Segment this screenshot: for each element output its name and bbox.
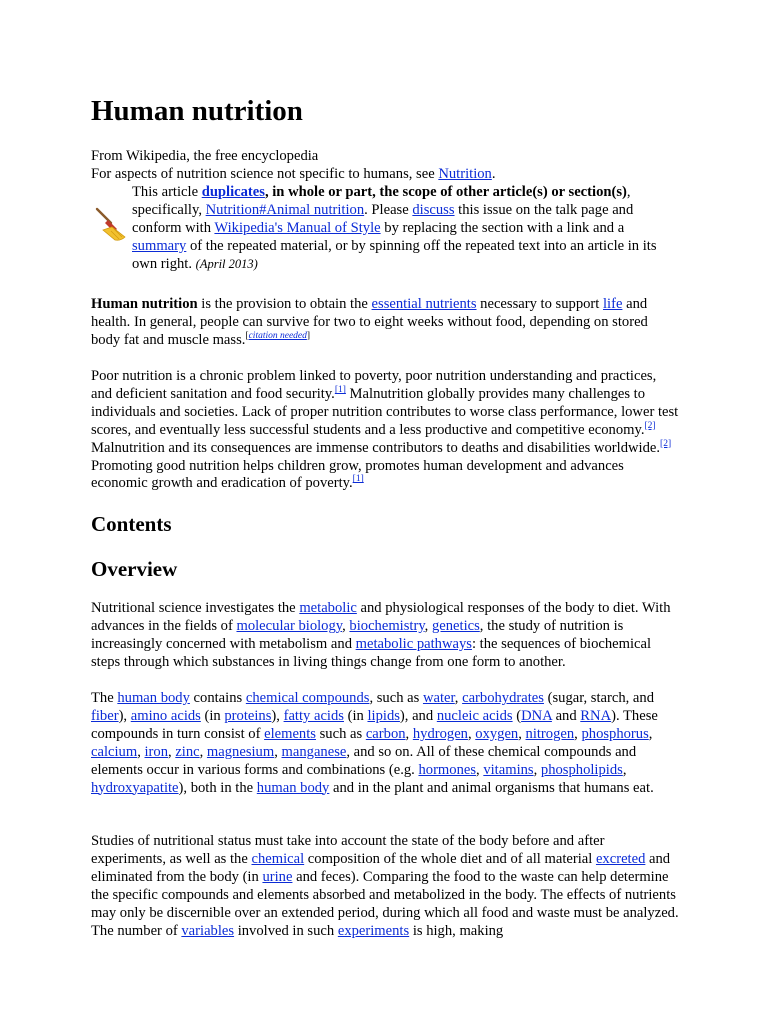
lead-paragraph-1: Human nutrition is the provision to obtain the essential nutrients necessary to support life and health. In general, people can survive for two to eight weeks without food, depending on stored body fat and muscle mass.[citation needed]	[91, 296, 648, 348]
page-title: Human nutrition	[91, 95, 303, 127]
link-phosphorus[interactable]: phosphorus	[581, 725, 649, 742]
link-hydroxyapatite[interactable]: hydroxyapatite	[91, 779, 179, 796]
link-variables[interactable]: variables	[181, 922, 235, 939]
overview-paragraph-2: The human body contains chemical compounds, such as water, carbohydrates (sugar, starch, and fiber), amino acids (in proteins), fatty acids (in lipids), and nucleic acids (DNA and RNA). These compounds in turn consist of elements such as carbon, hydrogen, oxygen, nitrogen, phosphorus, calcium, iron, zinc, magnesium, manganese, and so on. All of these chemical compounds and elements occur in various forms and combinations (e.g. hormones, vitamins, phospholipids, hydroxyapatite), both in the human body and in the plant and animal organisms that humans eat.	[91, 690, 658, 796]
overview-paragraph-1: Nutritional science investigates the metabolic and physiological responses of the body to diet. With advances in the fields of molecular biology, biochemistry, genetics, the study of nutrition is increasingly concerned with metabolism and metabolic pathways: the sequences of biochemical steps through which substances in living things change from one form to another.	[91, 600, 671, 670]
lead-paragraph-2: Poor nutrition is a chronic problem linked to poverty, poor nutrition understanding and practices, and deficient sanitation and food security.[1] Malnutrition globally provides many challenges to individuals and societies. Lack of proper nutrition contributes to worse class performance, lower test scores, and eventually less successful students and a less productive and competitive economy.[2] Malnutrition and its consequences are immense contributors to deaths and disabilities worldwide.[2] Promoting good nutrition helps children grow, promotes human development and advances economic growth and eradication of poverty.[1]	[91, 368, 679, 492]
link-dna[interactable]: DNA	[521, 707, 552, 724]
link-zinc[interactable]: zinc	[175, 743, 200, 760]
hatnote: For aspects of nutrition science not specific to humans, see Nutrition.	[91, 165, 496, 182]
link-lipids[interactable]: lipids	[367, 707, 400, 724]
link-vitamins[interactable]: vitamins	[483, 761, 534, 778]
link-chemical[interactable]: chemical	[251, 850, 305, 867]
link-carbohydrates[interactable]: carbohydrates	[462, 690, 544, 706]
notice-date: (April 2013)	[195, 256, 258, 271]
link-manganese[interactable]: manganese	[281, 743, 347, 760]
link-experiments[interactable]: experiments	[337, 922, 410, 939]
link-nitrogen[interactable]: nitrogen	[525, 725, 575, 742]
overview-heading: Overview	[91, 557, 178, 581]
link-phospholipids[interactable]: phospholipids	[540, 761, 623, 778]
link-iron[interactable]: iron	[144, 743, 169, 760]
link-calcium[interactable]: calcium	[91, 743, 138, 760]
link-elements[interactable]: elements	[264, 725, 316, 742]
link-essential-nutrients[interactable]: essential nutrients	[371, 296, 477, 312]
link-metabolic[interactable]: metabolic	[299, 600, 357, 616]
link-nucleic-acids[interactable]: nucleic acids	[436, 707, 513, 724]
link-animal-nutrition[interactable]: Nutrition#Animal nutrition	[205, 201, 365, 218]
ref-1b[interactable]: [1]	[352, 474, 364, 485]
link-fatty-acids[interactable]: fatty acids	[283, 707, 344, 724]
contents-heading: Contents	[91, 512, 172, 536]
link-summary[interactable]: summary	[132, 237, 187, 254]
overview-paragraph-3: Studies of nutritional status must take into account the state of the body before and after experiments, as well as the chemical composition of the whole diet and of all material excreted and eliminated from the body (in urine and feces). Comparing the food to the waste can help determine the specific compounds and elements absorbed and metabolized in the body. The effects of nutrients may only be discernible over an extended period, during which all food and waste must be analyzed. The number of variables involved in such experiments is high, making	[91, 833, 679, 939]
link-amino-acids[interactable]: amino acids	[130, 707, 201, 724]
link-water[interactable]: water	[422, 690, 455, 706]
link-fiber[interactable]: fiber	[91, 707, 119, 724]
link-citation-needed[interactable]: citation needed	[248, 330, 307, 341]
link-proteins[interactable]: proteins	[224, 707, 272, 724]
article-header	[91, 148, 679, 184]
link-discuss[interactable]: discuss	[412, 201, 455, 218]
link-oxygen[interactable]: oxygen	[475, 725, 519, 742]
link-life[interactable]: life	[602, 296, 623, 312]
duplicate-notice-box	[91, 184, 679, 276]
ref-2[interactable]: [2]	[644, 420, 656, 431]
ref-2b[interactable]: [2]	[660, 438, 672, 449]
link-excreted[interactable]: excreted	[595, 850, 646, 867]
hatnote-link-nutrition[interactable]: Nutrition	[438, 165, 492, 182]
link-carbon[interactable]: carbon	[365, 725, 406, 742]
link-human-body-2[interactable]: human body	[256, 779, 330, 796]
broom-icon	[91, 206, 127, 242]
link-human-body[interactable]: human body	[117, 690, 190, 706]
notice-text: This article duplicates, in whole or part, the scope of other article(s) or section(s), specifically, Nutrition#Animal nutrition. Please discuss this issue on the talk page and conform with Wikipedia's Manual of Style by replacing the section with a link and a summary of the repeated material, or by spinning off the repeated text into an article in its own right. (April 2013)	[132, 184, 657, 272]
site-tagline: From Wikipedia, the free encyclopedia	[91, 148, 319, 164]
link-genetics[interactable]: genetics	[431, 617, 480, 634]
link-hydrogen[interactable]: hydrogen	[412, 725, 468, 742]
link-hormones[interactable]: hormones	[418, 761, 477, 778]
link-urine[interactable]: urine	[262, 868, 293, 885]
link-magnesium[interactable]: magnesium	[206, 743, 275, 760]
link-biochemistry[interactable]: biochemistry	[349, 617, 425, 634]
link-chemical-compounds[interactable]: chemical compounds	[245, 690, 370, 706]
link-metabolic-pathways[interactable]: metabolic pathways	[355, 635, 472, 652]
link-rna[interactable]: RNA	[580, 707, 612, 724]
ref-1[interactable]: [1]	[334, 384, 346, 395]
link-molecular-biology[interactable]: molecular biology	[236, 617, 343, 634]
link-duplicates[interactable]: duplicates	[201, 184, 265, 200]
link-manual-of-style[interactable]: Wikipedia's Manual of Style	[214, 219, 381, 236]
citation-needed-tag: [citation needed]	[245, 330, 311, 341]
